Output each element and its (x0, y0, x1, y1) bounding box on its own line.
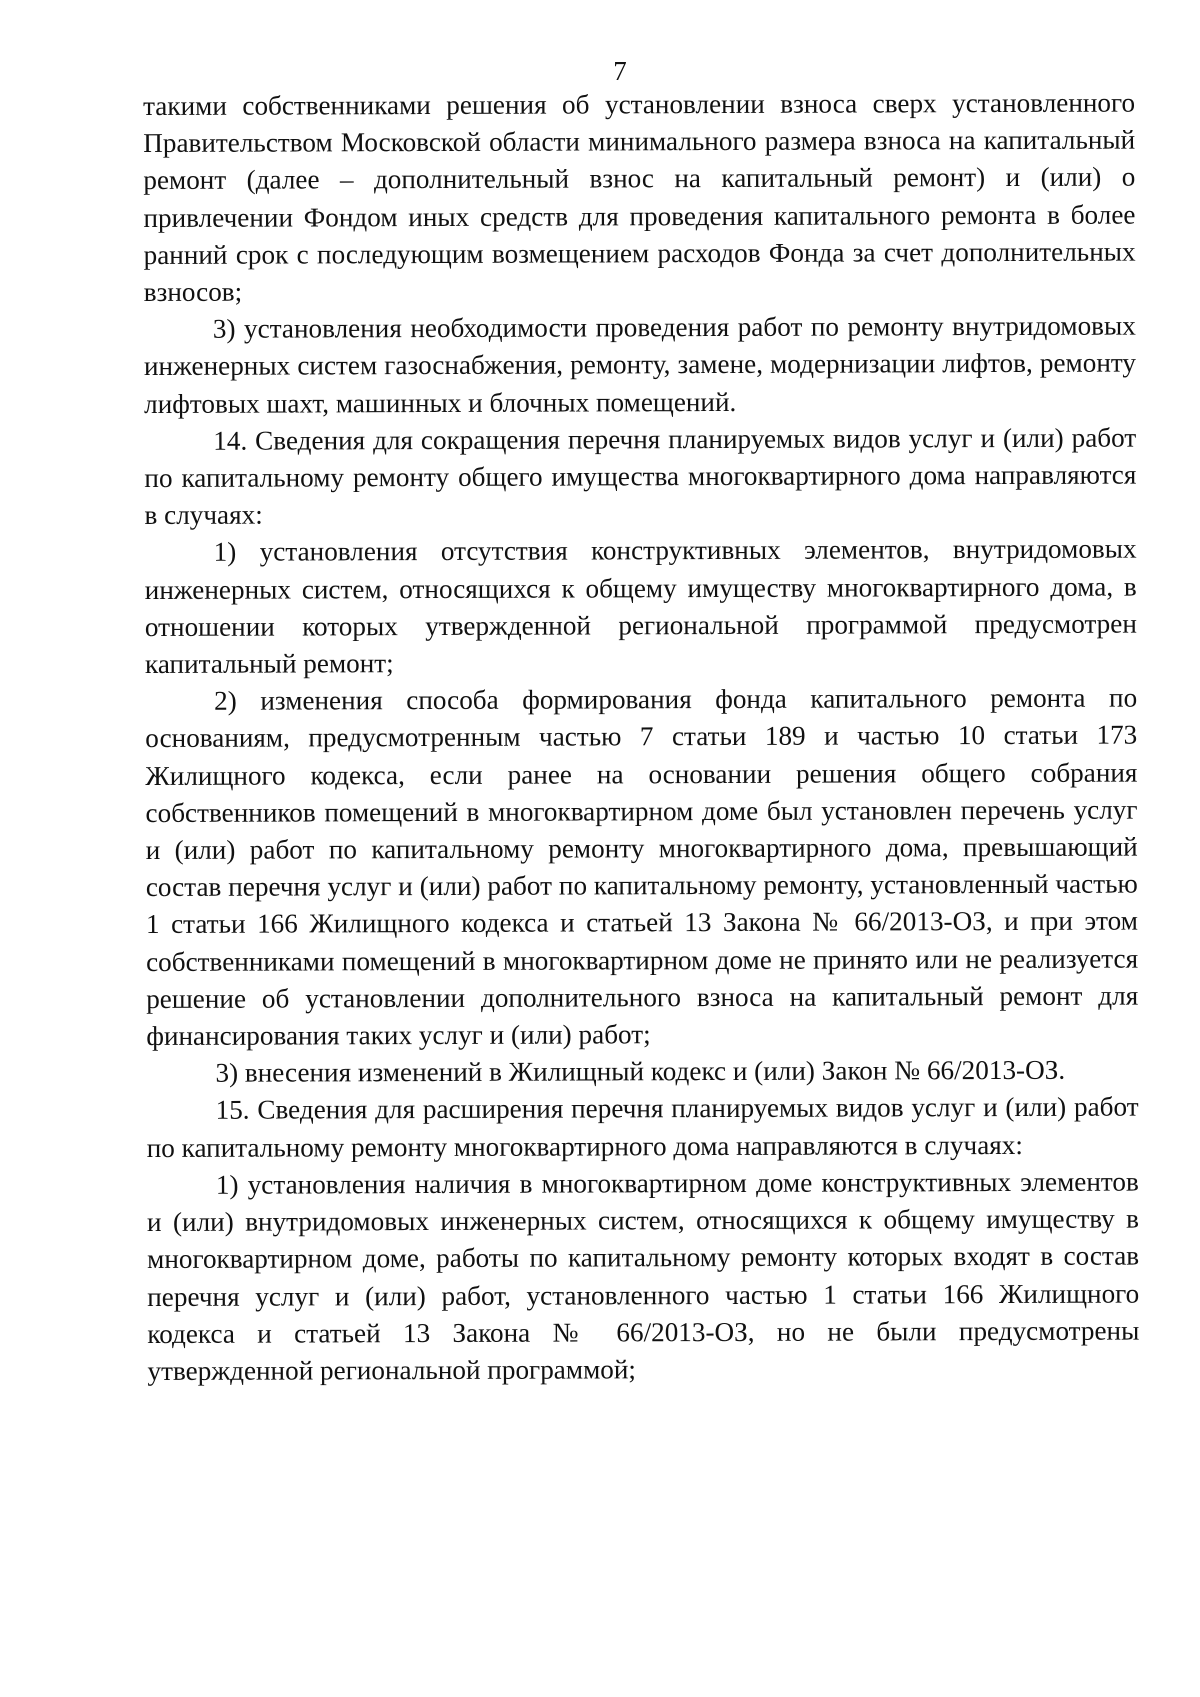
paragraph-continuation: такими собственниками решения об установлении взноса сверх установленного Правительством Московской области минимального размера взноса на капитальный ремонт (далее – дополнительный взнос на капитальный ремонт) и (или) о привлечении Фондом иных средств для проведения капитального ремонта в более ранний срок с последующим возмещением расходов Фонда за счет дополнительных взносов; (143, 87, 1136, 308)
document-body (143, 85, 1140, 1391)
paragraph-section-15-item-1: 1) установления наличия в многоквартирном доме конструктивных элементов и (или) внутридомовых инженерных систем, относящихся к общему имуществу в многоквартирном доме, работы по капитальному ремонту которых входят в состав перечня услуг и (или) работ, установленного частью 1 статьи 166 Жилищного кодекса и статьей 13 Закона № 66/2013-ОЗ, но не были предусмотрены утвержденной региональной программой; (146, 1166, 1140, 1386)
paragraph-section-14-item-1: 1) установления отсутствия конструктивных элементов, внутридомовых инженерных систем, относящихся к общему имуществу многоквартирного дома, в отношении которых утвержденной региональной программой предусмотрен капитальный ремонт; (144, 533, 1137, 680)
page-number: 7 (613, 56, 627, 86)
paragraph-section-14-item-2: 2) изменения способа формирования фонда капитального ремонта по основаниям, предусмотренным частью 7 статьи 189 и частью 10 статьи 173 Жилищного кодекса, если ранее на основании решения общего собрания собственников помещений в многоквартирном доме был установлен перечень услуг и (или) работ по капитальному ремонту многоквартирного дома, превышающий состав перечня услуг и (или) работ по капитальному ремонту, установленный частью 1 статьи 166 Жилищного кодекса и статьей 13 Закона № 66/2013-ОЗ, и при этом собственниками помещений в многоквартирном доме не принято или не реализуется решение об установлении дополнительного взноса на капитальный ремонт для финансирования таких услуг и (или) работ; (145, 682, 1139, 1052)
paragraph-item-3-gas-lifts: 3) установления необходимости проведения работ по ремонту внутридомовых инженерных систем газоснабжения, ремонту, замене, модернизации лифтов, ремонту лифтовых шахт, машинных и блочных помещений. (143, 310, 1137, 419)
paragraph-section-14: 14. Сведения для сокращения перечня планируемых видов услуг и (или) работ по капитальному ремонту общего имущества многоквартирного дома направляются в случаях: (144, 422, 1137, 531)
paragraph-section-15: 15. Сведения для расширения перечня планируемых видов услуг и (или) работ по капитальному ремонту многоквартирного дома направляются в случаях: (146, 1092, 1139, 1163)
paragraph-section-14-item-3: 3) внесения изменений в Жилищный кодекс и (или) Закон № 66/2013-ОЗ. (215, 1055, 1066, 1089)
